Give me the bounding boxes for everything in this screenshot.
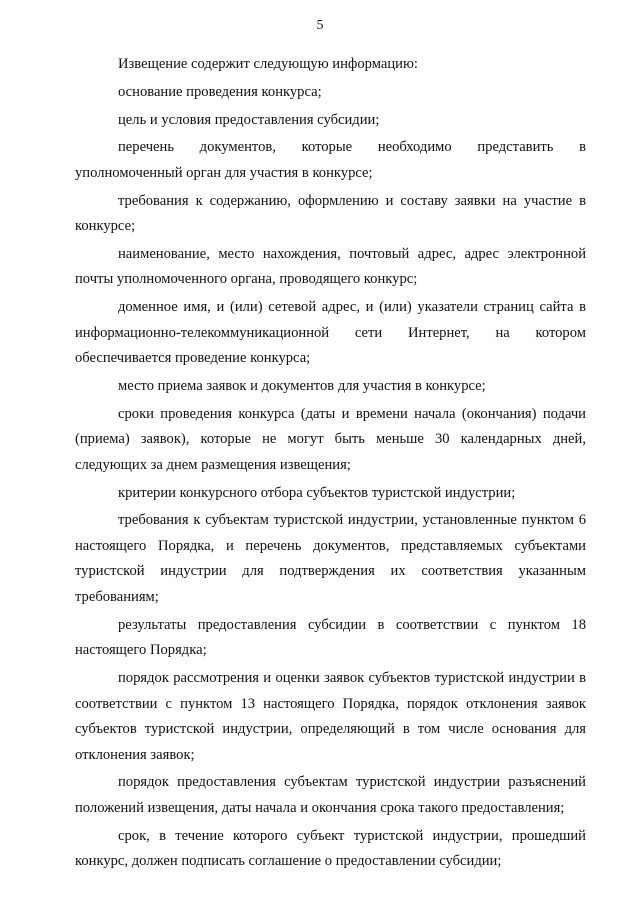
- paragraph: место приема заявок и документов для участия в конкурсе;: [118, 378, 486, 395]
- paragraph: срок, в течение которого субъект туристской индустрии, прошедший конкурс, должен подписать соглашение о предоставлении субсидии;: [75, 827, 586, 870]
- page-number: 5: [316, 18, 324, 33]
- paragraph: перечень документов, которые необходимо представить в уполномоченный орган для участия в конкурсе;: [75, 139, 586, 181]
- paragraph: сроки проведения конкурса (даты и времени начала (окончания) подачи (приема) заявок), которые не могут быть меньше 30 календарных дней, следующих за днем размещения извещения;: [75, 405, 586, 473]
- paragraph: наименование, место нахождения, почтовый адрес, адрес электронной почты уполномоченного органа, проводящего конкурс;: [75, 245, 586, 288]
- paragraph: цель и условия предоставления субсидии;: [118, 111, 380, 128]
- paragraph: требования к субъектам туристской индустрии, установленные пунктом 6 настоящего Порядка, и перечень документов, представляемых субъектами туристской индустрии для подтверждения их соответствия указанным требованиям;: [75, 512, 586, 605]
- paragraph: Извещение содержит следующую информацию:: [118, 56, 418, 72]
- paragraph: порядок предоставления субъектам туристской индустрии разъяснений положений извещения, даты начала и окончания срока такого предоставления;: [75, 774, 586, 816]
- paragraph: порядок рассмотрения и оценки заявок субъектов туристской индустрии в соответствии с пунктом 13 настоящего Порядка, порядок отклонения заявок субъектов туристской индустрии, определяющий в том числе основания для отклонения заявок;: [75, 670, 586, 763]
- paragraph: критерии конкурсного отбора субъектов туристской индустрии;: [118, 484, 516, 501]
- paragraph: результаты предоставления субсидии в соответствии с пунктом 18 настоящего Порядка;: [75, 616, 586, 659]
- document-body: [75, 52, 586, 877]
- paragraph: требования к содержанию, оформлению и составу заявки на участие в конкурсе;: [75, 192, 586, 235]
- paragraph: доменное имя, и (или) сетевой адрес, и (или) указатели страниц сайта в информационно-телекоммуникационной сети Интернет, на котором обеспечивается проведение конкурса;: [75, 299, 586, 367]
- paragraph: основание проведения конкурса;: [118, 83, 322, 100]
